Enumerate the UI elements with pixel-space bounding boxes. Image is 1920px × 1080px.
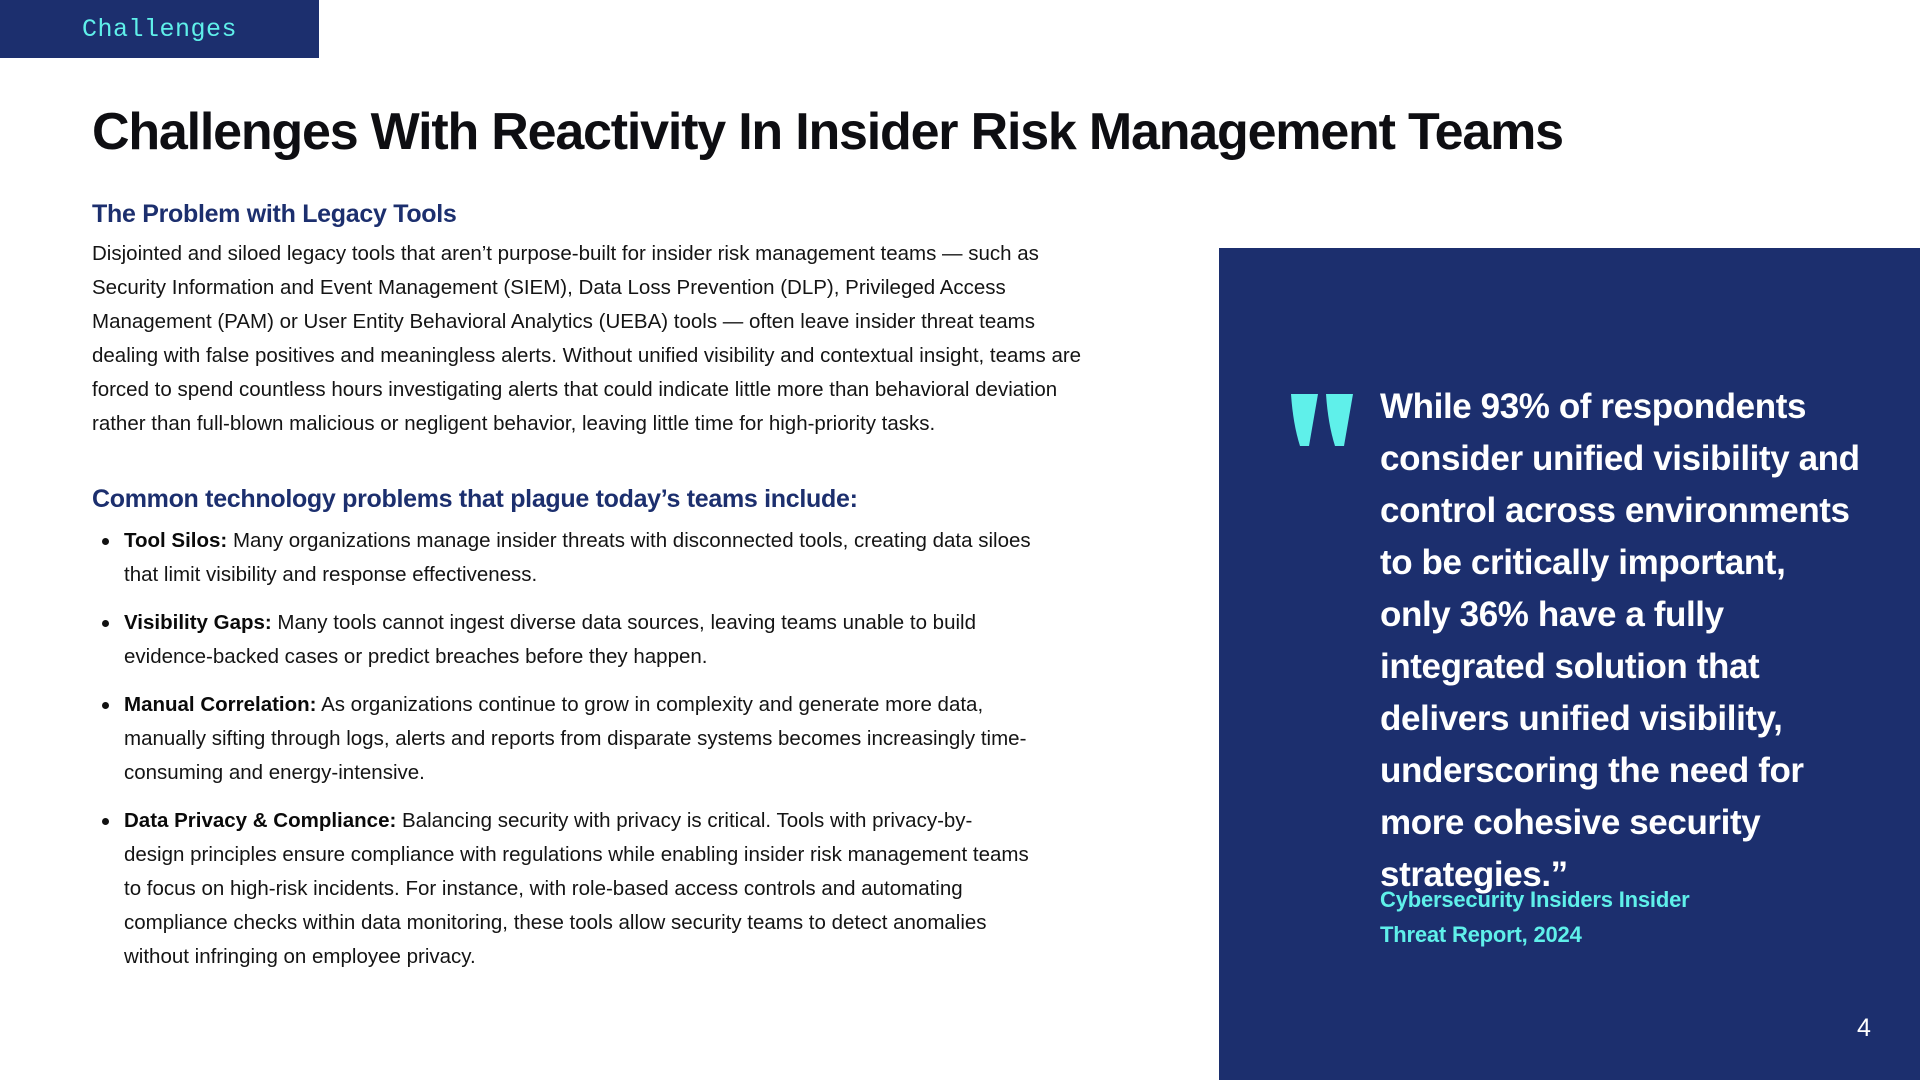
- problems-list: [92, 524, 1032, 974]
- legacy-tools-heading: The Problem with Legacy Tools: [92, 200, 457, 228]
- bullet-icon: [102, 538, 109, 545]
- section-tab-label: Challenges: [81, 14, 238, 44]
- problem-item-text: Many organizations manage insider threats with disconnected tools, creating data siloes that limit visibility and response effectiveness.: [124, 529, 1031, 586]
- quote-panel: [1219, 248, 1920, 1080]
- problem-item-manual-correlation: [92, 688, 1032, 790]
- quote-text: While 93% of respondents consider unified visibility and control across environments to be critically important, only 36% have a fully integrated solution that delivers unified visibility, underscoring the need for more cohesive security strategies.”: [1380, 387, 1860, 894]
- quote-mark-icon: [1289, 394, 1355, 446]
- section-tab: [0, 0, 319, 58]
- bullet-icon: [102, 702, 109, 709]
- problem-item-text: Balancing security with privacy is critical. Tools with privacy-by-design principles ensure compliance with regulations while enabling insider risk management teams to focus on high-risk incidents. For instance, with role-based access controls and automating compliance checks within data monitoring, these tools allow security teams to detect anomalies without infringing on employee privacy.: [124, 809, 1029, 968]
- bullet-icon: [102, 620, 109, 627]
- page-title: Challenges With Reactivity In Insider Risk Management Teams: [92, 103, 1563, 161]
- problem-item-title: Tool Silos:: [124, 529, 228, 552]
- problem-item-title: Manual Correlation:: [124, 693, 317, 716]
- main-content: [92, 200, 1102, 988]
- page-number: 4: [1857, 1014, 1871, 1042]
- quote-source-line-2: Threat Report, 2024: [1380, 922, 1582, 947]
- problem-item-title: Visibility Gaps:: [124, 611, 272, 634]
- problems-heading: Common technology problems that plague today’s teams include:: [92, 485, 858, 513]
- quote-source: [1380, 882, 1800, 952]
- quote-source-line-1: Cybersecurity Insiders Insider: [1380, 887, 1690, 912]
- problem-item-text: Many tools cannot ingest diverse data sources, leaving teams unable to build evidence-backed cases or predict breaches before they happen.: [124, 611, 976, 668]
- problem-item-text: As organizations continue to grow in complexity and generate more data, manually sifting through logs, alerts and reports from disparate systems becomes increasingly time-consuming and energy-intensive.: [124, 693, 1027, 784]
- bullet-icon: [102, 818, 109, 825]
- problem-item-visibility-gaps: [92, 606, 1032, 674]
- problem-item-data-privacy: [92, 804, 1032, 974]
- legacy-tools-paragraph: Disjointed and siloed legacy tools that aren’t purpose-built for insider risk management teams — such as Security Information and Event Management (SIEM), Data Loss Prevention (DLP), Privileged Access Management (PAM) or User Entity Behavioral Analytics (UEBA) tools — often leave insider threat teams dealing with false positives and meaningless alerts. Without unified visibility and contextual insight, teams are forced to spend countless hours investigating alerts that could indicate little more than behavioral deviation rather than full-blown malicious or negligent behavior, leaving little time for high-priority tasks.: [92, 242, 1082, 435]
- problem-item-title: Data Privacy & Compliance:: [124, 809, 397, 832]
- problem-item-tool-silos: [92, 524, 1032, 592]
